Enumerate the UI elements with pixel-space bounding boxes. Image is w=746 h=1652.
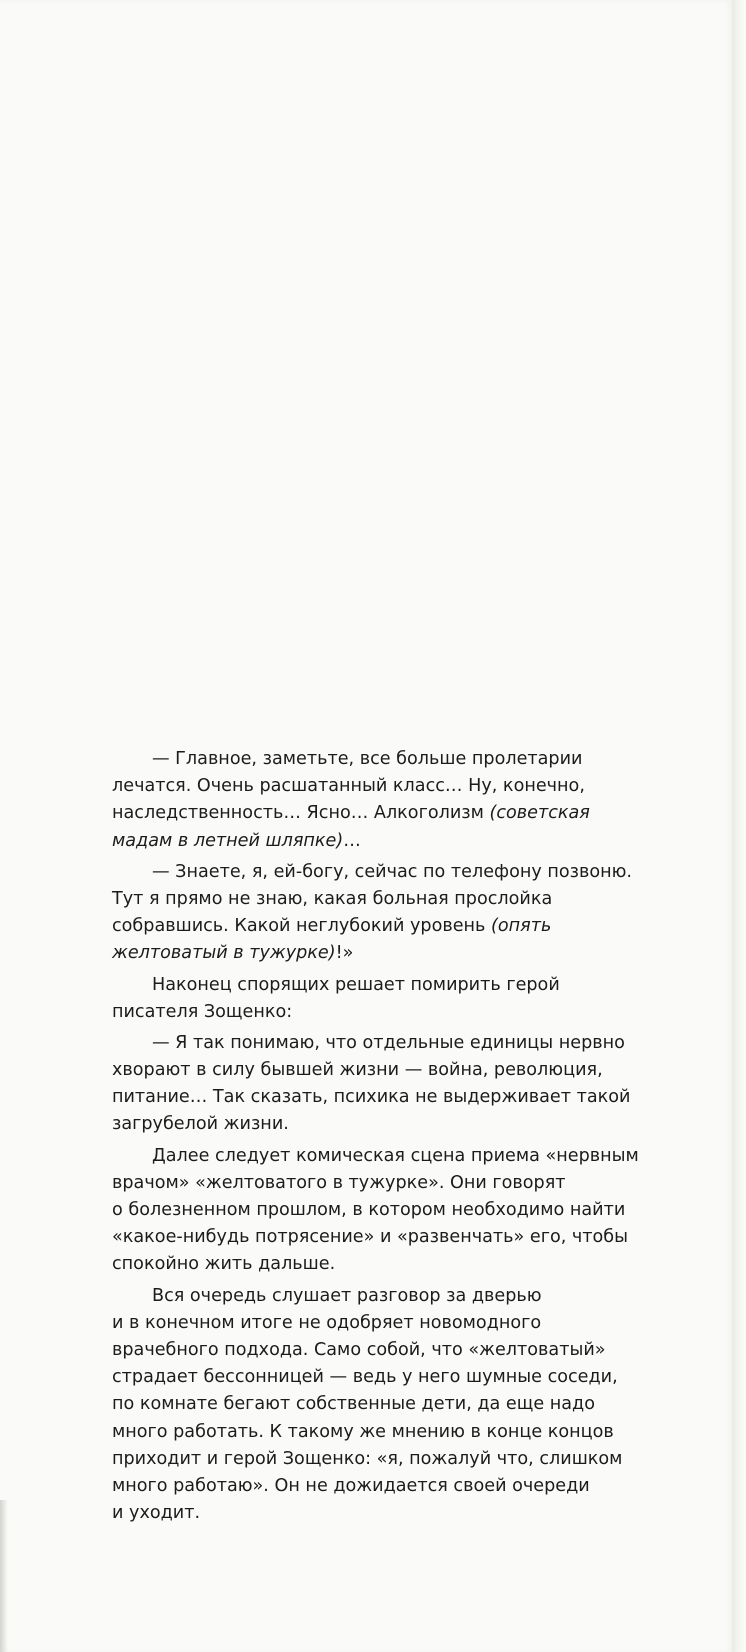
text-line	[112, 828, 712, 855]
text-line	[112, 886, 712, 913]
text-line	[112, 1111, 712, 1138]
paragraph	[112, 746, 712, 855]
text-line	[112, 1143, 712, 1170]
body-text	[112, 746, 712, 1527]
text-segment: приходит и герой Зощенко: «я, пожалуй что, слишком	[112, 1448, 623, 1469]
italic-remark: желтоватый в тужурке)	[112, 943, 336, 964]
text-segment: лечатся. Очень расшатанный класс… Ну, конечно,	[112, 776, 585, 797]
text-segment: врачебного подхода. Само собой, что «желтоватый»	[112, 1339, 606, 1360]
text-segment: …	[343, 830, 361, 851]
text-segment: много работаю». Он не дожидается своей очереди	[112, 1475, 590, 1496]
text-segment: — Знаете, я, ей-богу, сейчас по телефону позвоню.	[152, 861, 633, 882]
text-line	[112, 1310, 712, 1337]
text-line	[112, 1057, 712, 1084]
text-line	[112, 859, 712, 886]
page-edge	[732, 0, 746, 1652]
text-line	[112, 1364, 712, 1391]
text-segment: Наконец спорящих решает помирить герой	[152, 974, 560, 995]
text-segment: собравшись. Какой неглубокий уровень	[112, 916, 491, 937]
text-line	[112, 999, 712, 1026]
text-line	[112, 1446, 712, 1473]
paragraph	[112, 1283, 712, 1528]
text-segment: Вся очередь слушает разговор за дверью	[152, 1285, 542, 1306]
text-line	[112, 1283, 712, 1310]
text-line	[112, 1391, 712, 1418]
text-line	[112, 800, 712, 827]
text-line	[112, 746, 712, 773]
text-line	[112, 1419, 712, 1446]
paragraph	[112, 1030, 712, 1139]
text-segment: о болезненном прошлом, в котором необходимо найти	[112, 1200, 626, 1220]
text-segment: писателя Зощенко:	[112, 1001, 293, 1022]
text-segment: — Я так понимаю, что отдельные единицы нервно	[152, 1032, 625, 1053]
text-segment: питание… Так сказать, психика не выдерживает такой	[112, 1087, 631, 1108]
text-line	[112, 1500, 712, 1527]
text-segment: и уходит.	[112, 1503, 201, 1524]
text-line	[112, 1030, 712, 1057]
italic-remark: (советская	[489, 803, 590, 824]
text-line	[112, 1170, 712, 1197]
paragraph	[112, 1143, 712, 1279]
paragraph	[112, 972, 712, 1026]
text-line	[112, 1197, 712, 1224]
text-segment: по комнате бегают собственные дети, да еще надо	[112, 1394, 595, 1415]
text-line	[112, 913, 712, 940]
text-segment: Далее следует комическая сцена приема «нервным	[152, 1145, 639, 1166]
text-line	[112, 972, 712, 999]
text-segment: Тут я прямо не знаю, какая больная прослойка	[112, 888, 553, 909]
text-segment: и в конечном итоге не одобряет новомодного	[112, 1312, 542, 1333]
text-line	[112, 1337, 712, 1364]
paragraph	[112, 859, 712, 968]
text-line	[112, 1251, 712, 1278]
text-segment: спокойно жить дальше.	[112, 1254, 336, 1275]
italic-remark: (опять	[491, 916, 552, 937]
text-segment: — Главное, заметьте, все больше пролетарии	[152, 749, 583, 769]
text-line	[112, 1473, 712, 1500]
text-segment: «какое-нибудь потрясение» и «развенчать» его, чтобы	[112, 1227, 629, 1248]
text-segment: страдает бессонницей — ведь у него шумные соседи,	[112, 1367, 618, 1388]
text-line	[112, 773, 712, 800]
text-segment: врачом» «желтоватого в тужурке». Они говорят	[112, 1172, 566, 1193]
italic-remark: мадам в летней шляпке)	[112, 830, 344, 851]
text-segment: наследственность… Ясно… Алкоголизм	[112, 803, 490, 824]
text-segment: загрубелой жизни.	[112, 1114, 289, 1135]
text-line	[112, 1084, 712, 1111]
text-segment: много работать. К такому же мнению в конце концов	[112, 1421, 614, 1442]
text-line	[112, 940, 712, 967]
text-line	[112, 1224, 712, 1251]
text-segment: !»	[335, 943, 354, 964]
scan-shadow	[0, 1500, 8, 1652]
text-segment: хворают в силу бывшей жизни — война, революция,	[112, 1060, 603, 1081]
